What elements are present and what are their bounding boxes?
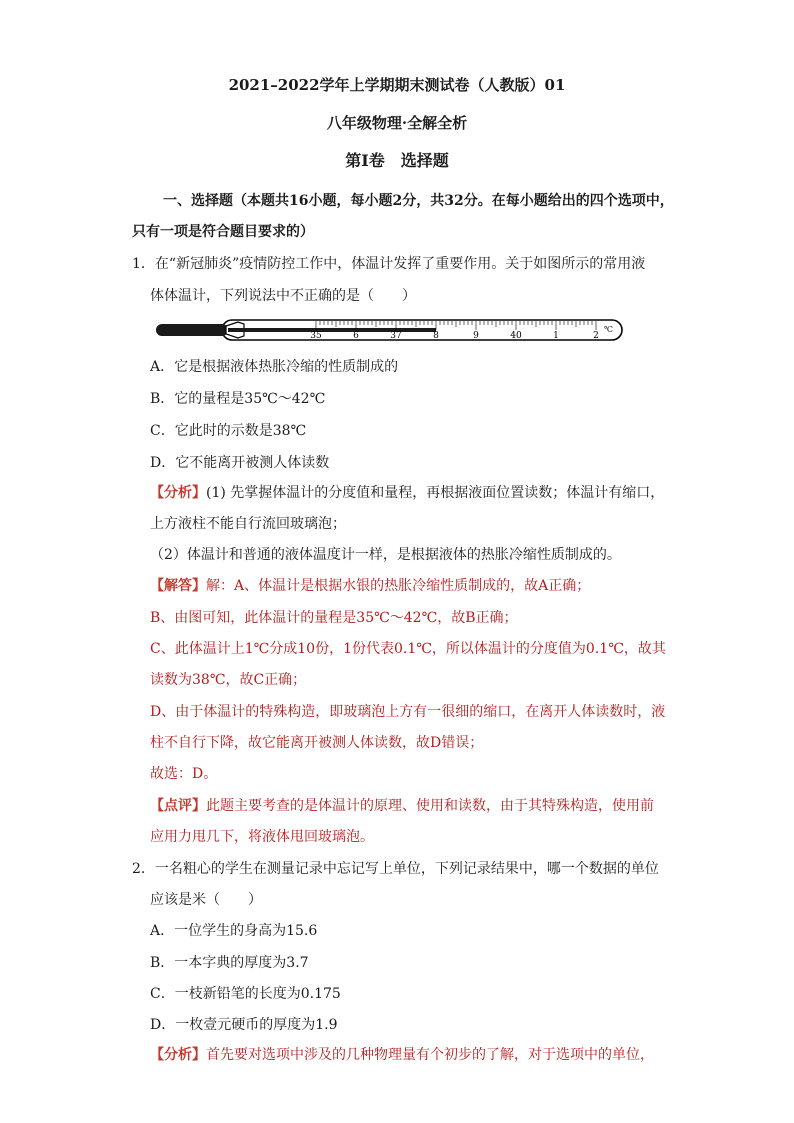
q1-solution-line3: C、此体温计上1℃分成10份，1份代表0.1℃，所以体温计的分度值为0.1℃，故其: [150, 641, 666, 657]
q2-option-c: C．一枝新铅笔的长度为0.175: [150, 986, 341, 1002]
q2-option-b: B．一本字典的厚度为3.7: [150, 955, 309, 971]
scale-label: 35: [310, 331, 322, 341]
analysis-tag: 【分析】: [150, 1047, 206, 1063]
exam-subtitle: 八年级物理·全解全析: [326, 114, 468, 132]
scale-label: 8: [433, 331, 439, 341]
q1-solution-line6: 柱不自行下降，故它能离开被测人体读数，故D错误；: [150, 735, 484, 751]
q1-solution-text1: 解：A、体温计是根据水银的热胀冷缩性质制成的，故A正确；: [206, 578, 591, 594]
q1-analysis-line1: [150, 484, 664, 502]
solution-tag: 【解答】: [150, 578, 206, 594]
thermometer-bulb: [156, 324, 228, 336]
q2-stem-line2: 应该是米（ ）: [150, 892, 262, 908]
q1-comment-line1: [150, 797, 654, 815]
section-title: 第Ⅰ卷 选择题: [345, 151, 449, 170]
q1-analysis-text1: (1) 先掌握体温计的分度值和量程，再根据液面位置读数；体温计有缩口，: [206, 485, 665, 501]
exam-title: 2021–2022学年上学期期末测试卷（人教版）01: [228, 76, 566, 94]
scale-label: 1: [553, 331, 559, 341]
scale-label: 40: [510, 331, 522, 341]
q1-option-d: D．它不能离开被测人体读数: [150, 455, 330, 471]
thermometer-figure: [152, 316, 630, 346]
q1-solution-line2: B、由图可知，此体温计的量程是35℃～42℃，故B正确；: [150, 610, 518, 626]
q1-analysis-line3: （2）体温计和普通的液体温度计一样，是根据液体的热胀冷缩性质制成的。: [150, 547, 621, 563]
q1-solution-line7: 故选：D。: [150, 766, 218, 782]
scale-label: 37: [390, 331, 402, 341]
q1-option-b: B．它的量程是35℃～42℃: [150, 391, 326, 407]
thermometer-liquid-column: [228, 328, 436, 332]
scale-label: 9: [473, 331, 479, 341]
q2-stem-line1: 2．一名粗心的学生在测量记录中忘记写上单位，下列记录结果中，哪一个数据的单位: [132, 861, 659, 877]
q1-stem-line2: 体体温计，下列说法中不正确的是（ ）: [150, 288, 416, 304]
q1-solution-line4: 读数为38℃，故C正确；: [150, 672, 307, 688]
analysis-tag: 【分析】: [150, 485, 206, 501]
q2-option-d: D．一枚壹元硬币的厚度为1.9: [150, 1017, 338, 1033]
q1-analysis-line2: 上方液柱不能自行流回玻璃泡；: [150, 516, 346, 532]
q1-solution-line1: [150, 577, 590, 595]
q1-comment-line2: 应用力甩几下，将液体甩回玻璃泡。: [150, 829, 374, 845]
q2-option-a: A．一位学生的身高为15.6: [150, 923, 318, 939]
q2-analysis-line1: [150, 1046, 654, 1064]
comment-tag: 【点评】: [150, 798, 206, 814]
scale-label: 6: [353, 331, 359, 341]
q1-comment-text1: 此题主要考查的是体温计的原理、使用和读数，由于其特殊构造，使用前: [206, 798, 654, 814]
q2-analysis-text1: 首先要对选项中涉及的几种物理量有个初步的了解，对于选项中的单位，: [206, 1047, 654, 1063]
thermometer-unit: ℃: [604, 325, 613, 334]
q1-solution-line5: D、由于体温计的特殊构造，即玻璃泡上方有一很细的缩口，在离开人体读数时，液: [150, 704, 666, 720]
q1-option-a: A．它是根据液体热胀冷缩的性质制成的: [150, 359, 399, 375]
section-intro-line2: 只有一项是符合题目要求的）: [132, 224, 314, 240]
q1-stem-line1: 1．在“新冠肺炎”疫情防控工作中，体温计发挥了重要作用。关于如图所示的常用液: [132, 256, 646, 272]
section-intro-line1: 一、选择题（本题共16小题，每小题2分，共32分。在每小题给出的四个选项中，: [163, 193, 674, 209]
scale-label: 2: [593, 331, 599, 341]
q1-option-c: C．它此时的示数是38℃: [150, 423, 307, 439]
